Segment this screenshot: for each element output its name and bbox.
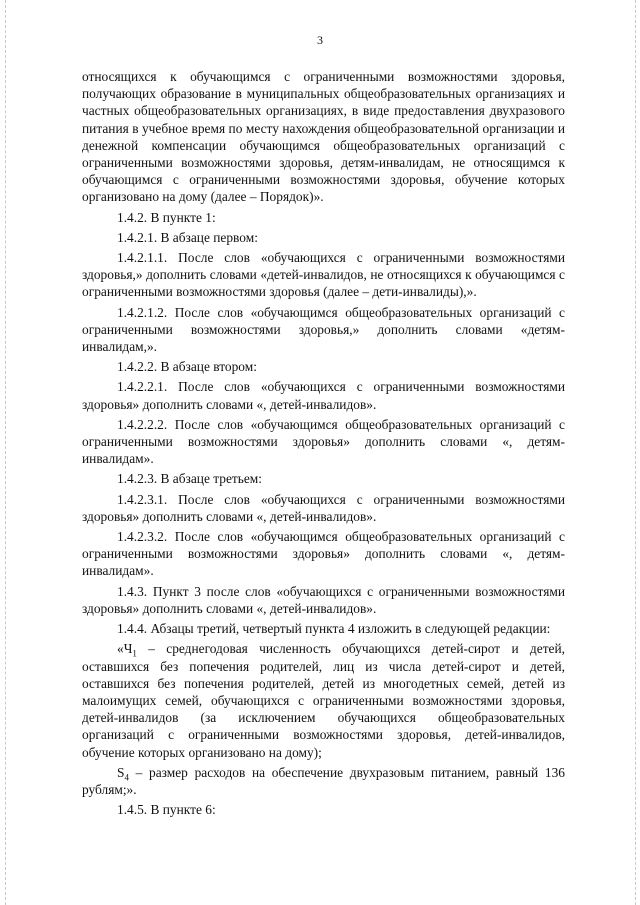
formula-ch-subscript: 1 xyxy=(132,648,137,659)
paragraph: 1.4.2.3.1. После слов «обучающихся с ограниченными возможностями здоровья» дополнить словами «, детей-инвалидов». xyxy=(82,491,565,524)
paragraph: 1.4.2.2. В абзаце втором: xyxy=(117,359,257,375)
paragraph: 1.4.2.2.1. После слов «обучающихся с ограниченными возможностями здоровья» дополнить словами «, детей-инвалидов». xyxy=(82,379,565,412)
paragraph: 1.4.2. В пункте 1: xyxy=(117,209,216,225)
paragraph-list xyxy=(82,68,565,637)
document-body xyxy=(82,68,565,818)
formula-s-subscript: 4 xyxy=(124,772,129,783)
paragraph: 1.4.3. Пункт 3 после слов «обучающихся с ограниченными возможностями здоровья» дополнить словами «, детей-инвалидов». xyxy=(82,583,565,616)
formula-ch-text: – среднегодовая численность обучающихся детей-сирот и детей, оставшихся без попечения родителей, лиц из числа детей-сирот и детей, оставшихся без попечения родителей, детей из многодетных семей, детей из малоимущих семей, обучающихся с ограниченными возможностями здоровья, детей-инвалидов (за исключением обучающихся общеобразовательных организаций с ограниченными возможностями здоровья, детей-инвалидов, обучение которых организовано на дому); xyxy=(82,641,565,760)
formula-s-definition xyxy=(82,764,565,798)
formula-ch-symbol: «Ч xyxy=(117,641,133,657)
formula-ch-definition xyxy=(82,640,565,760)
formula-s-symbol: S xyxy=(117,764,125,780)
paragraph: 1.4.2.1.1. После слов «обучающихся с ограниченными возможностями здоровья,» дополнить словами «детей-инвалидов, не относящихся к обучающимся с ограниченными возможностями здоровья (далее – дети-инвалиды),». xyxy=(82,250,565,300)
formula-s-text: – размер расходов на обеспечение двухразовым питанием, равный 136 рублям;». xyxy=(82,764,565,797)
paragraph: 1.4.4. Абзацы третий, четвертый пункта 4 изложить в следующей редакции: xyxy=(117,621,551,637)
scan-edge-right xyxy=(635,0,636,905)
paragraph: 1.4.2.3.2. После слов «обучающимся общеобразовательных организаций с ограниченными возможностями здоровья» дополнить словами «, детям-инвалидам». xyxy=(82,529,565,579)
scan-edge-left xyxy=(5,0,6,905)
paragraph-1-4-5: 1.4.5. В пункте 6: xyxy=(117,802,216,818)
paragraph: 1.4.2.3. В абзаце третьем: xyxy=(117,471,262,487)
paragraph: относящихся к обучающимся с ограниченными возможностями здоровья, получающих образование в муниципальных общеобразовательных организациях и частных общеобразовательных организациях, в виде предоставления двухразового питания в учебное время по месту нахождения общеобразовательной организации и денежной компенсации обучающимся общеобразовательных организаций с ограниченными возможностями здоровья, детям-инвалидам, не относящимся к обучающимся с ограниченными возможностями здоровья, обучение которых организовано на дому (далее – Порядок)». xyxy=(82,69,565,205)
page-number: 3 xyxy=(317,33,323,47)
paragraph: 1.4.2.1.2. После слов «обучающимся общеобразовательных организаций с ограниченными возможностями здоровья,» дополнить словами «детям-инвалидам,». xyxy=(82,304,565,355)
paragraph: 1.4.2.2.2. После слов «обучающимся общеобразовательных организаций с ограниченными возможностями здоровья» дополнить словами «, детям-инвалидам». xyxy=(82,416,565,467)
paragraph: 1.4.2.1. В абзаце первом: xyxy=(117,229,258,245)
